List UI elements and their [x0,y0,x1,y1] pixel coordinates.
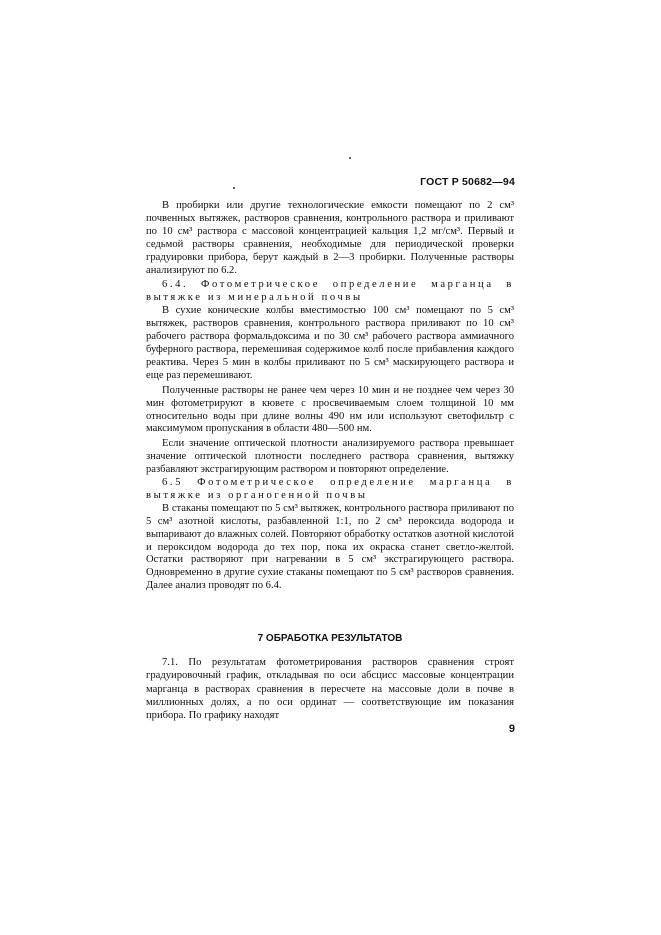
paragraph: Полученные растворы не ранее чем через 10 мин и не позднее чем через 30 мин фотометрируют в кювете с просвечиваемым слоем толщиной 10 мм относительно воды при длине волны 490 нм или используют светофильтр с максимумом пропускания в области 480—500 нм. [146,384,514,435]
scan-speck [233,187,235,189]
section-heading: 7 ОБРАБОТКА РЕЗУЛЬТАТОВ [257,633,403,644]
section-body [146,656,514,722]
subsection-title-6-4: 6.4. Фотометрическое определение марганца в вытяжке из минеральной почвы [146,279,514,304]
standard-header: ГОСТ Р 50682—94 [420,176,515,188]
paragraph: В стаканы помещают по 5 см³ вытяжек, контрольного раствора приливают по 5 см³ азотной кислоты, разбавленной 1:1, по 2 см³ пероксида водорода и выпаривают до влажных солей. Повторяют обработку остатков азотной кислотой и пероксидом водорода до тех пор, пока их окраска станет светло-желтой. Остатки растворяют при нагревании в 5 см³ экстрагирующего раствора. Одновременно в другие сухие стаканы помещают по 5 см³ растворов сравнения. Далее анализ проводят по 6.4. [146,502,514,592]
scan-speck [349,157,351,159]
body-text [146,200,514,593]
paragraph: В пробирки или другие технологические емкости помещают по 2 см³ почвенных вытяжек, растворов сравнения, контрольного раствора и приливают по 10 см³ раствора с массовой концентрацией кальция 1,2 мг/см³. Первый и седьмой растворы сравнения, необходимые для периодической проверки градуировки прибора, берут каждый в 2—3 пробирки. Полученные растворы анализируют по 6.2. [146,200,514,276]
paragraph: В сухие конические колбы вместимостью 100 см³ помещают по 5 см³ вытяжек, растворов сравнения, контрольного раствора приливают по 10 см³ рабочего раствора формальдоксима и по 30 см³ рабочего раствора аммиачного буферного раствора, перемешивая содержимое колб после прибавления каждого реактива. Через 5 мин в колбы приливают по 5 см³ маскирующего раствора и еще раз перемешивают. [146,305,514,381]
paragraph: Если значение оптической плотности анализируемого раствора превышает значение оптической плотности последнего раствора сравнения, вытяжку разбавляют экстрагирующим раствором и повторяют определение. [146,438,514,476]
subsection-title-6-5: 6.5 Фотометрическое определение марганца в вытяжке из органогенной почвы [146,477,514,501]
page-number: 9 [508,723,515,735]
paragraph: 7.1. По результатам фотометрирования растворов сравнения строят градуировочный график, откладывая по оси абсцисс массовые концентрации марганца в растворах сравнения в пересчете на массовые доли в почве в миллионных долях, а по оси ординат — соответствующие им показания прибора. По графику находят [146,657,514,722]
